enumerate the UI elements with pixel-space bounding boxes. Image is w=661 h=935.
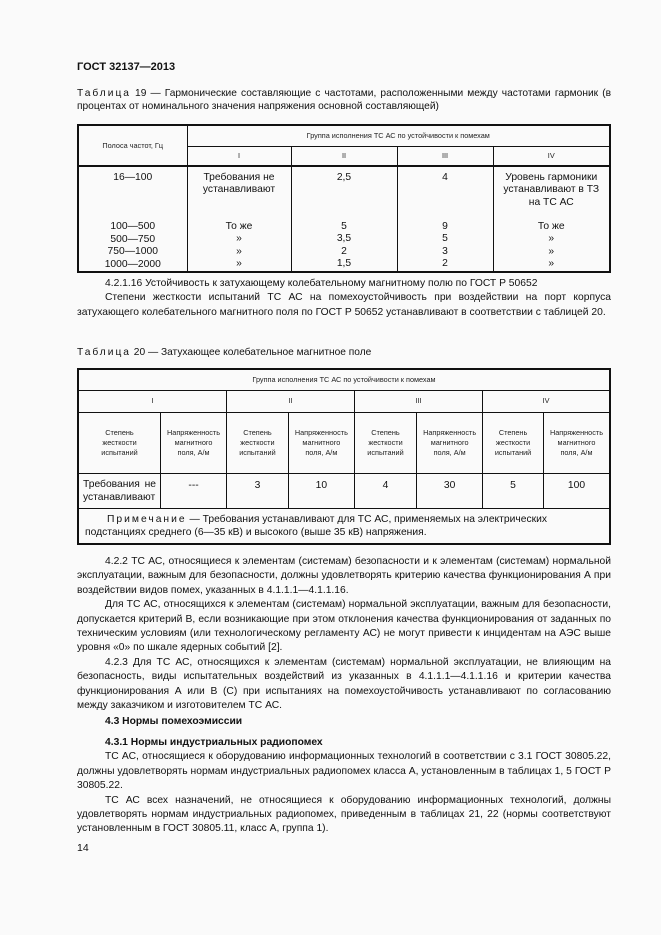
subheader-field: Напряженность магнитного поля, А/м (543, 412, 610, 473)
value-cell: Требования не устанавливают (78, 473, 161, 508)
header-band: Полоса частот, Гц (78, 125, 187, 166)
subheader-degree: Степень жесткости испытаний (78, 412, 161, 473)
paragraph: 4.2.3 Для ТС АС, относящихся к элементам (системам) нормальной эксплуатации, не влияющим на безопасность, виды испытательных воздействий из указанных в 4.1.1.1—4.1.1.16 и критерии качества функционирования А или В (С) при испытаниях на помехоустойчивость устанавливают по согласованию между заказчиком и изготовителем ТС АС. (77, 656, 611, 712)
paragraph: ТС АС всех назначений, не относящиеся к оборудованию информационных технологий, должны удовлетворять нормам индустриальных радиопомех, приведенным в таблицах 21, 22 (нормы соответствуют установленным в ГОСТ 30805.11, класс А, группа 1). (77, 794, 611, 835)
value-cell: 30 (417, 473, 483, 508)
subheader-field: Напряженность магнитного поля, А/м (161, 412, 227, 473)
group-II: II (227, 390, 355, 412)
value-cell: 4 (354, 473, 416, 508)
group-III: III (397, 146, 493, 166)
value-cell: 3 (227, 473, 289, 508)
table-20 (77, 368, 611, 545)
value-cell: --- (161, 473, 227, 508)
caption-text: 19 — Гармонические составляющие с частотами, расположенными между частотами гармоник (в процентах от номинального значения напряжения основной составляющей) (77, 88, 611, 112)
group-header: Группа исполнения ТС АС по устойчивости к помехам (187, 125, 610, 146)
table-19 (77, 124, 611, 273)
group-II: II (291, 146, 397, 166)
group-I: I (78, 390, 227, 412)
paragraph: Для ТС АС, относящихся к элементам (системам) нормальной эксплуатации, важным для безопасности, допускается критерий В, если возникающие при этом отклонения качества функционирования от заданных по техническим условиям (или технологическому регламенту АС) не могут привести к инцидентам на АЭС выше уровня «0» по шкале ядерных событий [2]. (77, 599, 611, 654)
document-header: ГОСТ 32137—2013 (77, 61, 176, 73)
subheader-degree: Степень жесткости испытаний (227, 412, 289, 473)
group-I: I (187, 146, 291, 166)
caption-label: Таблица (77, 88, 131, 99)
subheader-field: Напряженность магнитного поля, А/м (417, 412, 483, 473)
section-4-2-2 (77, 555, 611, 713)
value-cell: 10 (288, 473, 354, 508)
section-4-2-1-16: 4.2.1.16 Устойчивость к затухающему колебательному магнитному полю по ГОСТ Р 50652 Степени жесткости испытаний ТС АС на помехоустойчивость при воздействии на порт корпуса затухающего колебательного магнитного поля по ГОСТ Р 50652 устанавливают в соответствии с таблицей 20. (77, 278, 611, 318)
group-I-cell: Требования не устанавливают То же » » » (187, 166, 291, 272)
paragraph: ТС АС, относящиеся к оборудованию информационных технологий в соответствии с 3.1 ГОСТ 30805.22, должны удовлетворять нормам индустриальных радиопомех класса А, установленным в таблицах 1, 5 ГОСТ Р 30805.22. (77, 751, 611, 792)
section-heading-4-3: 4.3 Нормы помехоэмиссии (105, 716, 243, 727)
subheader-field: Напряженность магнитного поля, А/м (288, 412, 354, 473)
group-header: Группа исполнения ТС АС по устойчивости к помехам (78, 369, 610, 390)
table-20-caption: Таблица 20 — Затухающее колебательное магнитное поле (77, 347, 372, 358)
table-19-caption (77, 87, 611, 113)
paragraph: 4.2.2 ТС АС, относящиеся к элементам (системам) безопасности и к элементам (системам) нормальной эксплуатации, важным для безопасности, должны удовлетворять критерию качества функционирования А при воздействии видов помех, указанных в 4.1.1.1—4.1.1.16. (77, 556, 611, 596)
group-III: III (354, 390, 482, 412)
band-cell: 16—100 100—500 500—750 750—1000 1000—2000 (78, 166, 187, 272)
table-note: Примечание — Требования устанавливают для ТС АС, применяемых на электрических подстанциях среднего (6—35 кВ) и высокого (выше 35 кВ) напряжения. (78, 508, 610, 544)
subheader-degree: Степень жесткости испытаний (483, 412, 544, 473)
page-number: 14 (77, 842, 89, 854)
group-II-cell: 2,5 5 3,5 2 1,5 (291, 166, 397, 272)
section-4-3-1 (77, 736, 611, 837)
group-IV: IV (493, 146, 610, 166)
group-IV: IV (483, 390, 610, 412)
value-cell: 100 (543, 473, 610, 508)
group-III-cell: 4 9 5 3 2 (397, 166, 493, 272)
section-heading-4-3-1: 4.3.1 Нормы индустриальных радиопомех (105, 737, 323, 748)
subheader-degree: Степень жесткости испытаний (354, 412, 416, 473)
value-cell: 5 (483, 473, 544, 508)
group-IV-cell: Уровень гармоники устанавливают в ТЗ на ТС АС То же » » » (493, 166, 610, 272)
